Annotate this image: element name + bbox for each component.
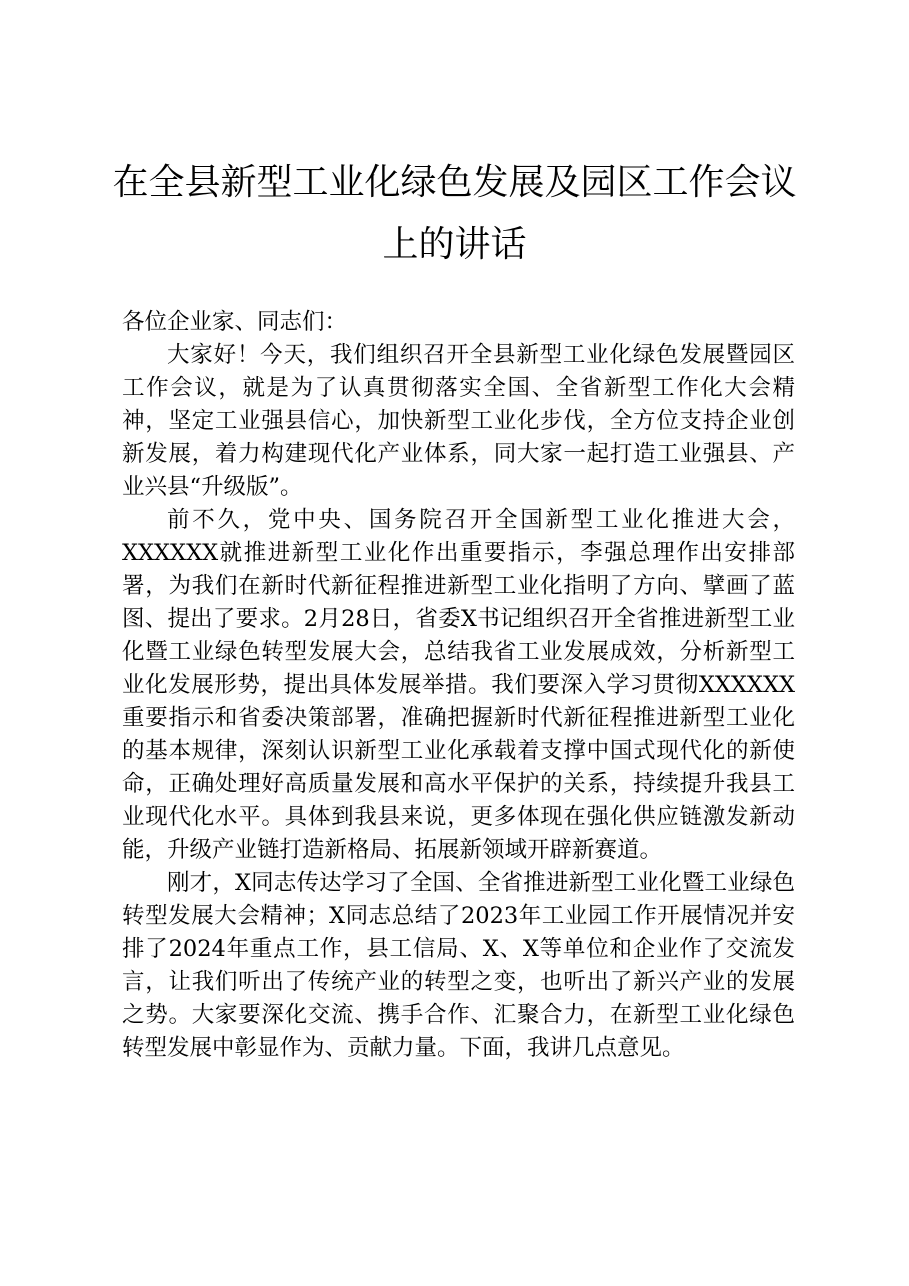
paragraph-3: 刚才，X同志传达学习了全国、全省推进新型工业化暨工业绿色转型发展大会精神；X同志总结了2023年工业园工作开展情况并安排了2024年重点工作，县工信局、X、X等单位和企业作了交流发言，让我们听出了传统产业的转型之变，也听出了新兴产业的发展之势。大家要深化交流、携手合作、汇聚合力，在新型工业化绿色转型发展中彰显作为、贡献力量。下面，我讲几点意见。 (122, 870, 795, 1061)
paragraph-2: 前不久，党中央、国务院召开全国新型工业化推进大会，XXXXXX就推进新型工业化作出重要指示，李强总理作出安排部署，为我们在新时代新征程推进新型工业化指明了方向、擘画了蓝图、提出了要求。2月28日，省委X书记组织召开全省推进新型工业化暨工业绿色转型发展大会，总结我省工业发展成效，分析新型工业化发展形势，提出具体发展举措。我们要深入学习贯彻XXXXXX重要指示和省委决策部署，准确把握新时代新征程推进新型工业化的基本规律，深刻认识新型工业化承载着支撑中国式现代化的新使命，正确处理好高质量发展和高水平保护的关系，持续提升我县工业现代化水平。具体到我县来说，更多体现在强化供应链激发新动能，升级产业链打造新格局、拓展新领域开辟新赛道。 (122, 507, 795, 863)
document-title: 在全县新型工业化绿色发展及园区工作会议上的讲话 (112, 162, 797, 265)
paragraph-1: 大家好！今天，我们组织召开全县新型工业化绿色发展暨园区工作会议，就是为了认真贯彻落实全国、全省新型工作化大会精神，坚定工业强县信心，加快新型工业化步伐，全方位支持企业创新发展，着力构建现代化产业体系，同大家一起打造工业强县、产业兴县“升级版”。 (122, 342, 795, 500)
document-body (122, 306, 795, 1065)
salutation: 各位企业家、同志们： (122, 309, 348, 335)
